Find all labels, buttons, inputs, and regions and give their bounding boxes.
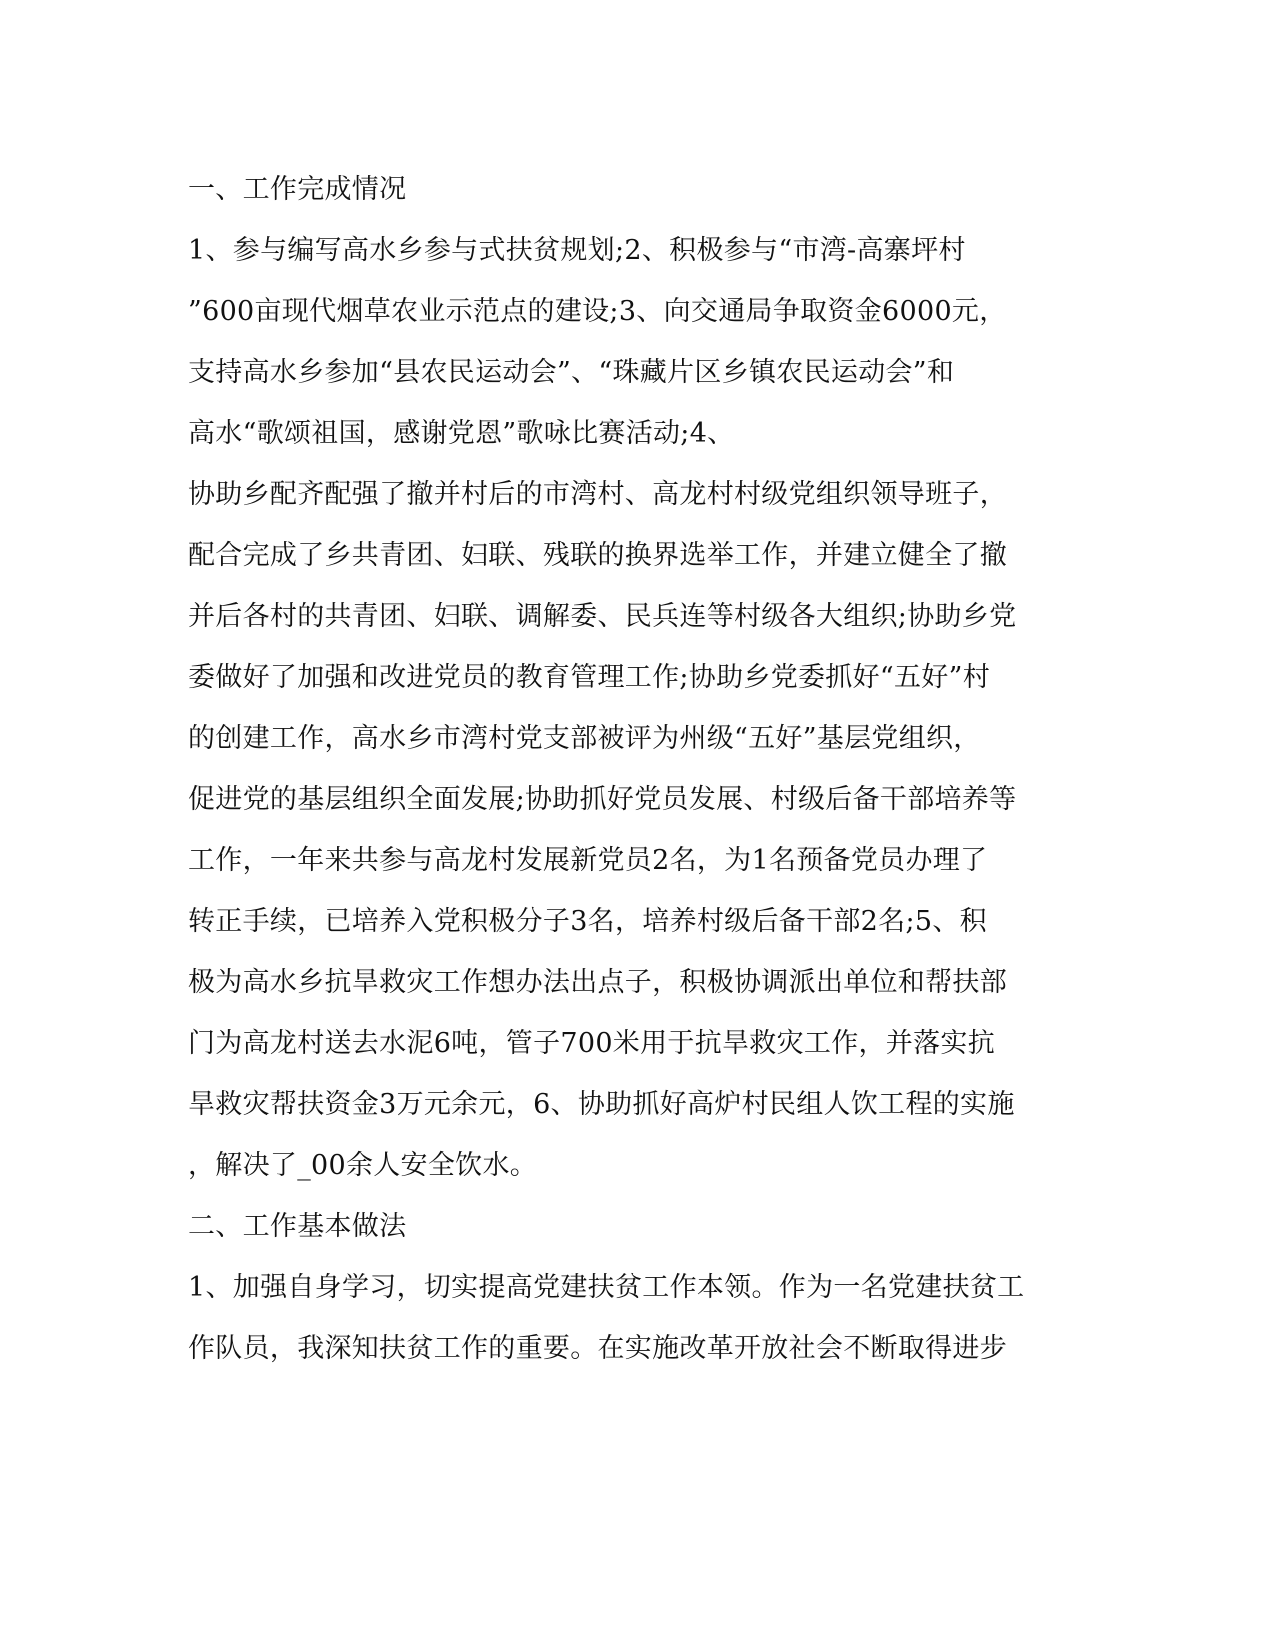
text-line: 协助乡配齐配强了撤并村后的市湾村、高龙村村级党组织领导班子，	[188, 479, 1007, 510]
text-line: 工作，一年来共参与高龙村发展新党员2名，为1名预备党员办理了	[188, 845, 988, 876]
text-line: 支持高水乡参加“县农民运动会”、“珠藏片区乡镇农民运动会”和	[188, 357, 955, 388]
text-line: 门为高龙村送去水泥6吨，管子700米用于抗旱救灾工作，并落实抗	[188, 1028, 996, 1059]
text-line: 的创建工作，高水乡市湾村党支部被评为州级“五好”基层党组织，	[188, 723, 981, 754]
text-line: 1、参与编写高水乡参与式扶贫规划;2、积极参与“市湾-高寨坪村	[188, 235, 966, 266]
text-line: 转正手续，已培养入党积极分子3名，培养村级后备干部2名;5、积	[188, 906, 987, 937]
text-line: 促进党的基层组织全面发展;协助抓好党员发展、村级后备干部培养等	[188, 784, 1017, 815]
text-line: 配合完成了乡共青团、妇联、残联的换界选举工作，并建立健全了撤	[188, 540, 1007, 571]
text-line: 旱救灾帮扶资金3万元余元，6、协助抓好高炉村民组人饮工程的实施	[188, 1089, 1015, 1120]
text-line: ，解决了_00余人安全饮水。	[188, 1150, 538, 1181]
text-line: 并后各村的共青团、妇联、调解委、民兵连等村级各大组织;协助乡党	[188, 601, 1017, 632]
text-line: 1、加强自身学习，切实提高党建扶贫工作本领。作为一名党建扶贫工	[188, 1272, 1025, 1303]
text-line: 作队员，我深知扶贫工作的重要。在实施改革开放社会不断取得进步	[188, 1333, 1007, 1364]
text-line: ”600亩现代烟草农业示范点的建设;3、向交通局争取资金6000元，	[188, 296, 1007, 327]
section-heading: 二、工作基本做法	[188, 1211, 407, 1242]
text-line: 高水“歌颂祖国，感谢党恩”歌咏比赛活动;4、	[188, 418, 735, 449]
text-line: 极为高水乡抗旱救灾工作想办法出点子，积极协调派出单位和帮扶部	[188, 967, 1007, 998]
text-line: 委做好了加强和改进党员的教育管理工作;协助乡党委抓好“五好”村	[188, 662, 991, 693]
section-heading: 一、工作完成情况	[188, 174, 407, 205]
